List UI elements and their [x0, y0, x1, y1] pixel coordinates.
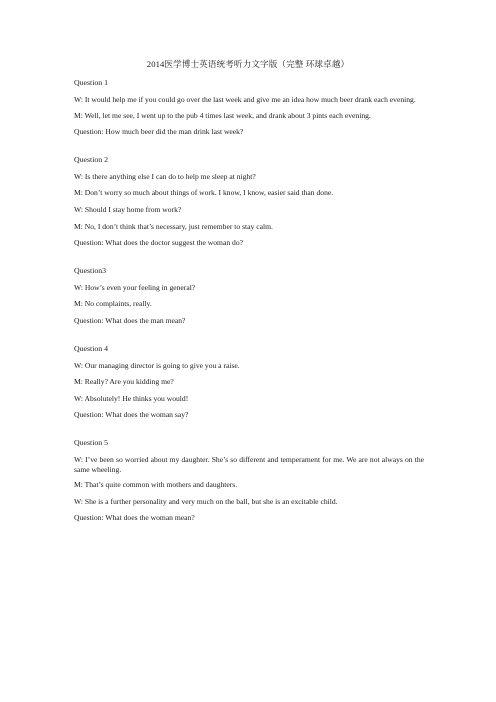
document-body [74, 78, 424, 541]
question-heading: Question 2 [74, 154, 109, 164]
dialogue-line: M: No complaints, really. [74, 299, 152, 309]
question-heading: Question 1 [74, 78, 109, 87]
dialogue-line: W: Should I stay home from work? [74, 204, 182, 214]
question-heading: Question 4 [74, 343, 109, 353]
dialogue-line: W: Absolutely! He thinks you would! [74, 393, 189, 403]
question-block-4 [74, 344, 424, 420]
question-prompt: Question: How much beer did the man drink last week? [74, 127, 244, 137]
document-title: 2014医学博士英语统考听力文字版（完整 环球卓越） [146, 59, 350, 69]
question-heading: Question3 [74, 265, 107, 275]
dialogue-line: M: Don’t worry so much about things of work. I know, I know, easier said than done. [74, 188, 334, 198]
dialogue-line: M: That’s quite common with mothers and daughters. [74, 480, 238, 490]
question-prompt: Question: What does the doctor suggest the woman do? [74, 238, 243, 248]
question-prompt: Question: What does the man mean? [74, 315, 186, 325]
dialogue-line: W: It would help me if you could go over the last week and give me an idea how much beer drank each evening. [74, 95, 416, 104]
question-prompt: Question: What does the woman say? [74, 410, 189, 420]
question-block-2 [74, 155, 424, 248]
dialogue-line: M: No, I don’t think that’s necessary, just remember to stay calm. [74, 221, 273, 231]
dialogue-line: W: I’ve been so worried about my daughter. She’s so different and temperament for me. We are not always on the same wheeling. [74, 454, 424, 474]
dialogue-line: W: Our managing director is going to give you a raise. [74, 360, 240, 370]
question-block-3 [74, 266, 424, 326]
dialogue-line: M: Well, let me see, I went up to the pub 4 times last week, and drank about 3 pints each evening. [74, 110, 371, 120]
question-block-1 [74, 78, 424, 137]
dialogue-line: M: Really? Are you kidding me? [74, 377, 174, 387]
question-prompt: Question: What does the woman mean? [74, 513, 195, 523]
dialogue-line: W: She is a further personality and very much on the ball, but she is an excitable child. [74, 496, 338, 506]
dialogue-line: W: How’s even your feeling in general? [74, 282, 196, 292]
question-block-5 [74, 438, 424, 523]
question-heading: Question 5 [74, 437, 109, 447]
dialogue-line: W: Is there anything else I can do to help me sleep at night? [74, 171, 256, 181]
